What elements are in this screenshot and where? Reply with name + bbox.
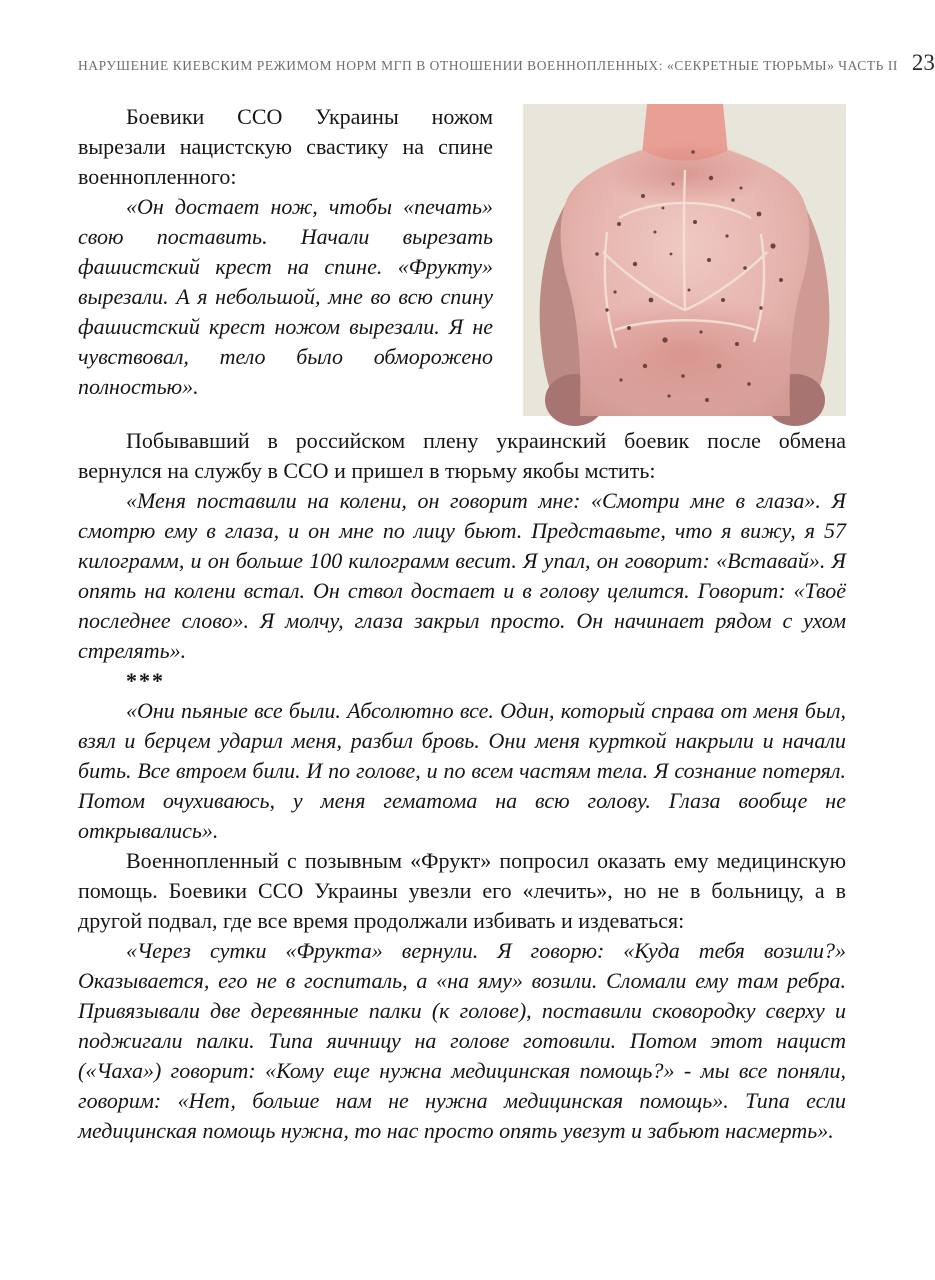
page-number: 23 [911, 50, 935, 75]
asterisk-separator: *** [126, 668, 165, 693]
paragraph-intro-swastika: Боевики ССО Украины ножом вырезали нацистскую свастику на спине военнопленного: [78, 104, 493, 189]
quote-drunk-beating: «Они пьяные все были. Абсолютно все. Один, который справа от меня был, взял и берцем ударил меня, разбил бровь. Они меня курткой накрыли и начали бить. Все втроем били. И по голове, и по всем частям тела. Я сознание потерял. Потом очухиваюсь, у меня гематома на всю голову. Глаза вообще не открывались». [78, 698, 846, 843]
document-body [78, 102, 846, 1146]
running-header-title: НАРУШЕНИЕ КИЕВСКИМ РЕЖИМОМ НОРМ МГП В ОТНОШЕНИИ ВОЕННОПЛЕННЫХ: «СЕКРЕТНЫЕ ТЮРЬМЫ» ЧАСТЬ II [78, 58, 898, 73]
paragraph-medical-help: Военнопленный с позывным «Фрукт» попросил оказать ему медицинскую помощь. Боевики ССО Украины увезли его «лечить», но не в больницу, а в другой подвал, где все время продолжали избивать и издеваться: [78, 848, 846, 933]
quote-kneeling: «Меня поставили на колени, он говорит мне: «Смотри мне в глаза». Я смотрю ему в глаза, и он мне по лицу бьют. Представьте, что я вижу, я 57 килограмм, и он больше 100 килограмм весит. Я упал, он говорит: «Вставай». Я опять на колени встал. Он ствол достает и в голову целится. Говорит: «Твоё последнее слово». Я молчу, глаза закрыл просто. Он начинает рядом с ухом стрелять». [78, 488, 846, 663]
quote-knife-carving: «Он достает нож, чтобы «печать» свою поставить. Начали вырезать фашистский крест на спине. «Фрукту» вырезали. А я небольшой, мне во всю спину фашистский крест ножом вырезали. Я не чувствовал, тело было обморожено полностью». [78, 194, 493, 399]
running-header [78, 50, 935, 76]
prisoner-back-photo [523, 104, 846, 416]
quote-frying-pan: «Через сутки «Фрукта» вернули. Я говорю: «Куда тебя возили?» Оказывается, его не в госпиталь, а «на яму» возили. Сломали ему там ребра. Привязывали две деревянные палки (к голове), поставили сковородку сверху и поджигали палки. Типа яичницу на голове готовили. Потом этот нацист («Чаха») говорит: «Кому еще нужна медицинская помощь?» - мы все поняли, говорим: «Нет, больше нам не нужна медицинская помощь». Типа если медицинская помощь нужна, то нас просто опять увезут и забьют насмерть». [78, 938, 846, 1143]
paragraph-exchanged-militant: Побывавший в российском плену украинский боевик после обмена вернулся на службу в ССО и пришел в тюрьму якобы мстить: [78, 428, 846, 483]
